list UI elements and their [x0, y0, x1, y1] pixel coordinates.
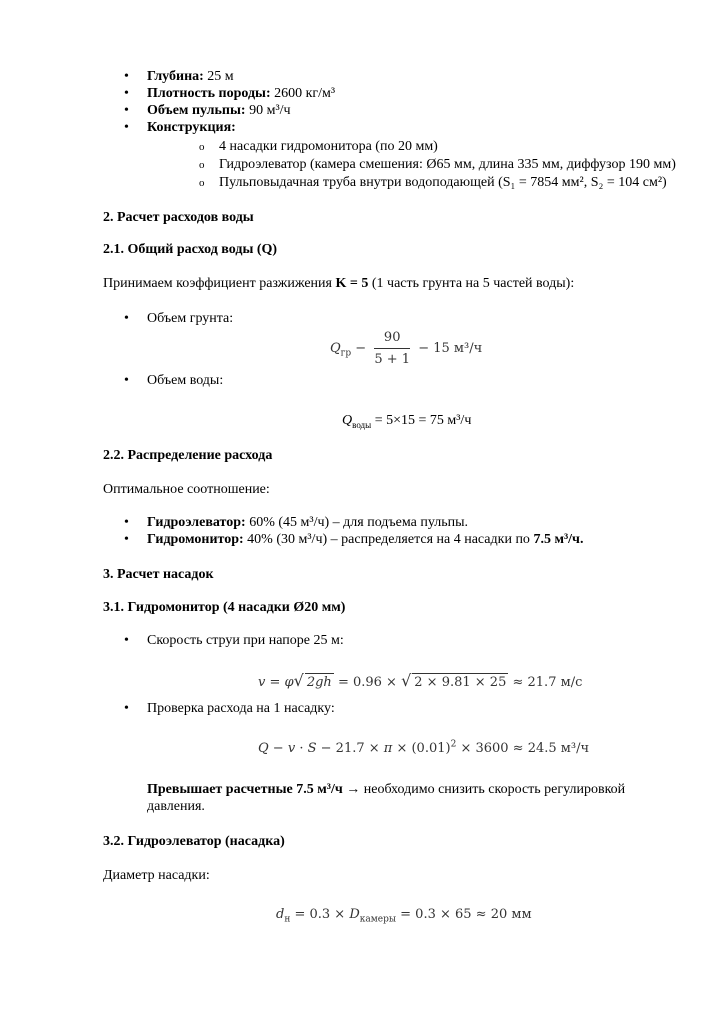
param-value: 2600 кг/м³ — [270, 86, 336, 101]
subscript: н — [284, 914, 291, 925]
param-value: 90 м³/ч — [245, 103, 291, 118]
subsection-heading: 3.2. Гидроэлеватор (насадка) — [103, 834, 285, 849]
operator: = 0.96 × — [333, 675, 402, 690]
subscript: камеры — [359, 914, 397, 925]
formula-jet-speed — [258, 672, 582, 691]
radicand: 2gh — [306, 675, 332, 690]
list-item — [147, 514, 468, 531]
construction-item: o 4 насадки гидромонитора (по 20 мм) — [219, 138, 438, 155]
list-item — [147, 85, 335, 102]
subscript: гр — [340, 348, 352, 359]
construction-item: o Гидроэлеватор (камера смешения: Ø65 мм, длина 335 мм, диффузор 190 мм) — [219, 156, 676, 173]
warning-bold: Превышает расчетные 7.5 м³/ч — [147, 782, 343, 797]
subsection-heading: 3.1. Гидромонитор (4 насадки Ø20 мм) — [103, 600, 346, 615]
symbol: S — [307, 741, 317, 756]
exponent: 2 — [450, 739, 457, 750]
result: = 5×15 = 75 м³/ч — [371, 413, 472, 428]
symbol: Q — [342, 413, 353, 428]
param-label: Глубина: — [147, 69, 204, 84]
warning-paragraph-line2: давления. — [147, 799, 205, 814]
item-text: 60% (45 м³/ч) – для подъема пульпы. — [245, 515, 468, 530]
section-heading: 2. Расчет расходов воды — [103, 210, 254, 225]
item-label: Гидроэлеватор: — [147, 515, 246, 530]
coefficient: K = 5 — [335, 276, 369, 291]
symbol: π — [383, 741, 393, 756]
param-label: Конструкция: — [147, 120, 236, 135]
subscript: воды — [352, 419, 372, 430]
formula-soil-volume — [330, 329, 482, 368]
paragraph: Диаметр насадки: — [103, 868, 210, 883]
formula-flow-check — [258, 740, 589, 757]
subsection-heading: 2.2. Распределение расхода — [103, 448, 273, 463]
list-item: • Скорость струи при напоре 25 м: — [147, 632, 344, 649]
operator: = — [265, 675, 285, 690]
sqrt-sign: √ — [401, 671, 412, 690]
item-highlight: 7.5 м³/ч — [533, 532, 580, 547]
list-item — [147, 119, 236, 136]
symbol: v — [258, 675, 266, 690]
symbol: φ — [284, 675, 294, 690]
result: × 3600 ≈ 24.5 м³/ч — [456, 741, 590, 756]
period: . — [579, 532, 584, 547]
list-item: • Объем воды: — [147, 372, 223, 389]
item-text: 40% (30 м³/ч) – распределяется на 4 насадки по — [243, 532, 534, 547]
warning-text: → необходимо снизить скорость регулировкой — [342, 782, 626, 797]
text: (1 часть грунта на 5 частей воды): — [368, 276, 575, 291]
radicand: 2 × 9.81 × 25 — [414, 675, 507, 690]
fraction — [374, 329, 410, 368]
symbol: Q — [330, 341, 341, 356]
list-item: • Проверка расхода на 1 насадку: — [147, 700, 335, 717]
formula-nozzle-diameter — [276, 906, 532, 923]
numerator: 90 — [374, 329, 410, 349]
construction-item: o Пульповыдачная труба внутри водоподающей (S₁ = 7854 мм², S₂ = 104 см²) — [219, 174, 667, 191]
text: Принимаем коэффициент разжижения — [103, 276, 336, 291]
warning-paragraph — [147, 781, 625, 798]
operator: − 21.7 × — [316, 741, 384, 756]
operator: × (0.01) — [392, 741, 451, 756]
param-label: Объем пульпы: — [147, 103, 246, 118]
denominator: 5 + 1 — [374, 352, 411, 367]
operator: − — [268, 741, 288, 756]
operator: − — [355, 341, 367, 356]
item-label: Гидромонитор: — [147, 532, 244, 547]
symbol: D — [349, 907, 360, 922]
operator: = 0.3 × — [290, 907, 350, 922]
list-item — [147, 102, 291, 119]
symbol: d — [276, 907, 285, 922]
sqrt-sign: √ — [293, 671, 304, 690]
result: = 0.3 × 65 ≈ 20 мм — [396, 907, 532, 922]
operator: · — [295, 741, 308, 756]
formula-water-volume — [342, 412, 471, 429]
result: 15 м³/ч — [433, 341, 483, 356]
param-value: 25 м — [203, 69, 234, 84]
symbol: Q — [258, 741, 269, 756]
param-label: Плотность породы: — [147, 86, 271, 101]
list-item — [147, 531, 583, 548]
list-item: • Объем грунта: — [147, 310, 233, 327]
result: ≈ 21.7 м/с — [508, 675, 583, 690]
symbol: v — [287, 741, 296, 756]
paragraph — [103, 275, 574, 292]
paragraph: Оптимальное соотношение: — [103, 482, 270, 497]
operator: − — [418, 341, 430, 356]
section-heading: 3. Расчет насадок — [103, 567, 214, 582]
subsection-heading: 2.1. Общий расход воды (Q) — [103, 242, 278, 257]
list-item — [147, 68, 234, 85]
